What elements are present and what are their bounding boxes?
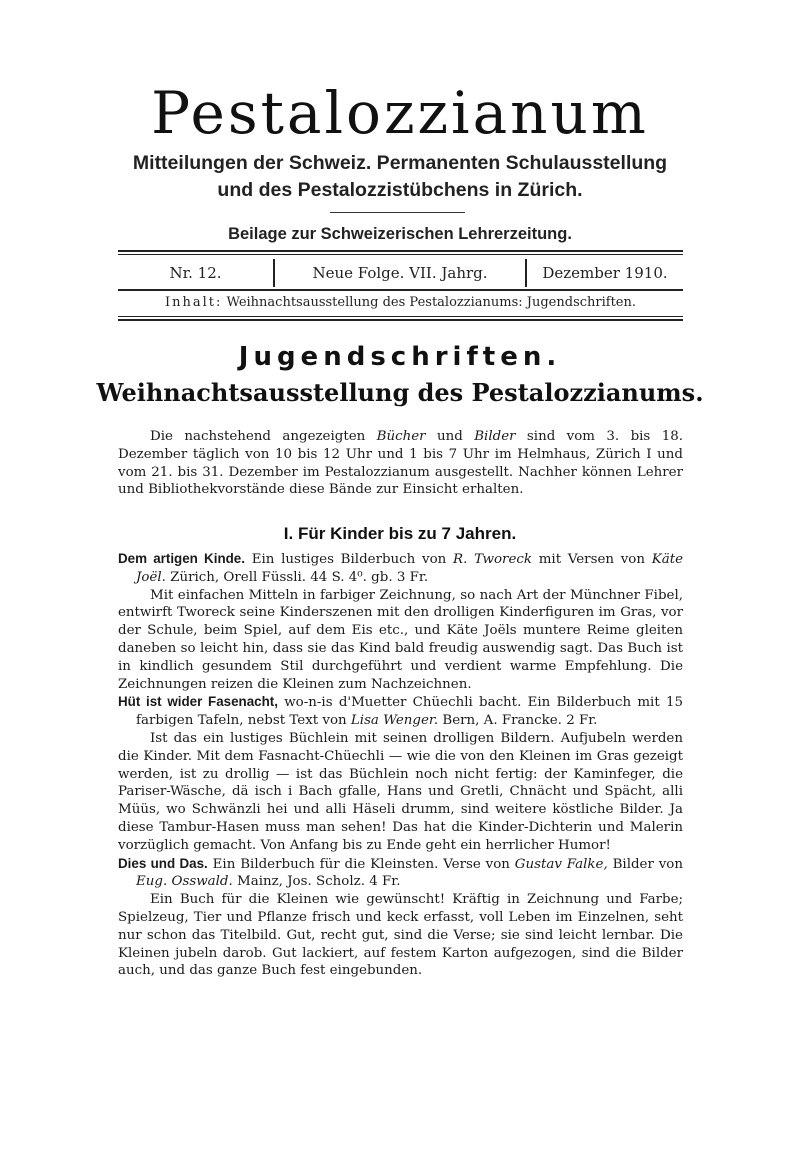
entry-review: Mit einfachen Mitteln in farbiger Zeichnung, so nach Art der Münchner Fibel, entwirft Tworeck seine Kinderszenen mit den drolligen Kinderfiguren im Gras, vor der Schule, beim Spiel, auf dem Eis etc., und Käte Joëls muntere Reime gleiten daneben so leicht hin, dass sie das Kind bald freudig auswendig sagt. Das Buch ist in kindlich gesundem Stil durchgeführt und verdient warme Empfehlung. Die Zeichnungen reizen die Kleinen zum Nachzeichnen. [118,587,683,692]
contents-line [118,293,683,313]
entry-verses-author: Käte Joël. [136,552,684,585]
issue-number: Nr. 12. [169,264,222,282]
entry-desc: Bilder von [607,856,683,872]
subsection-heading: I. Für Kinder bis zu 7 Jahren. [283,524,517,543]
entry-desc: Ein lustiges Bilderbuch von [244,552,453,567]
intro-text-1: Die nachstehend angezeigten [150,429,377,444]
section-subheading: Weihnachtsausstellung des Pestalozzianums. [96,378,704,407]
contents-text: Weihnachtsausstellung des Pestalozzianums: Jugendschriften. [226,295,637,310]
masthead-subtitle-line-1: Mitteilungen der Schweiz. Permanenten Schulausstellung [132,152,668,174]
issue-date: Dezember 1910. [542,264,668,282]
intro-paragraph [118,428,683,499]
intro-text-3: sind vom 3. bis 18. Dezember täglich von 10 bis 12 Uhr und 1 bis 7 Uhr im Helmhaus, Zürich I und vom 21. bis 31. Dezember im Pestalozzianum ausgestellt. Nachher können Lehrer und Bibliothekvorstände diese Bände zur Einsicht erhalten. [118,429,683,498]
entry-author: Gustav Falke, [514,856,608,872]
entries-list [118,550,683,980]
masthead-divider [330,212,465,213]
intro-text-2: und [425,429,475,444]
entry-desc: Ein Bilderbuch für die Kleinsten. Verse von [207,856,515,872]
issue-info-bar [118,256,683,290]
entry-desc: mit Versen von [532,552,652,567]
contents-label: Inhalt: [164,295,223,310]
entry-desc: Zürich, Orell Füssli. 44 S. 4⁰. gb. 3 Fr. [165,569,429,585]
intro-em-books: Bücher [376,429,426,444]
entry-desc: wo-n-is d'Muetter Chüechli bacht. Ein Bilderbuch mit 15 farbigen Tafeln, nebst Text von [136,695,683,729]
entry-header [118,550,683,587]
entry-review: Ein Buch für die Kleinen wie gewünscht! Kräftig in Zeichnung und Farbe; Spielzeug, Tier und Pflanze frisch und keck erfasst, voll Leben im Einzelnen, seht nur schon das Titelbild. Gut, recht gut, sind die Verse; sie sind leicht lernbar. Die Kleinen jubeln darob. Gut lackiert, auf festem Karton aufgezogen, sind die Bilder auch, und das ganze Buch fest eingebunden. [118,892,683,979]
entry-review: Ist das ein lustiges Büchlein mit seinen drolligen Bildern. Aufjubeln werden die Kinder. Mit dem Fasnacht-Chüechli — wie die von den Kleinen im Gras gezeigt werden, ist zu drollig — ist das Büchlein noch nicht fertig: der Kaminfeger, die Pariser-Wäsche, dä isch i Bach gfalle, Hans und Gretli, Chnächt und Spächt, alli Müüs, wo Schwänzli hei und alli Häseli drumm, sind weitere köstliche Bilder. Ja diese Tambur-Hasen muss man sehen! Das hat die Kinder-Dichterin und Malerin vorzüglich gemacht. Von Anfang bis zu Ende geht ein herrlicher Humor! [118,730,683,853]
entry-desc: Mainz, Jos. Scholz. 4 Fr. [232,874,401,890]
rule-mid [118,289,683,291]
entry-desc: Bern, A. Francke. 2 Fr. [438,713,598,729]
masthead-subtitle-line-2: und des Pestalozzistübchens in Zürich. [217,179,583,201]
issue-series: Neue Folge. VII. Jahrg. [273,259,527,287]
entry-header [118,693,683,730]
section-heading: Jugendschriften. [238,342,562,372]
entry-title: Hüt ist wider Fasenacht, [118,694,278,710]
entry-header [118,855,683,892]
rule-top-thick [118,250,683,252]
masthead-subtitle [0,150,800,204]
entry-author: Lisa Wenger. [350,713,439,729]
supplement-note: Beilage zur Schweizerischen Lehrerzeitung. [228,225,572,243]
rule-bottom-thick [118,319,683,321]
masthead-title: Pestalozzianum [151,79,649,147]
entry-author: R. Tworeck [453,552,532,567]
rule-top-thin [118,254,683,255]
intro-em-pictures: Bilder [474,429,516,444]
entry-title: Dem artigen Kinde. [118,551,245,566]
entry-title: Dies und Das. [118,855,208,871]
rule-bottom-thin [118,316,683,317]
entry-illustrator: Eug. Osswald. [136,874,233,890]
